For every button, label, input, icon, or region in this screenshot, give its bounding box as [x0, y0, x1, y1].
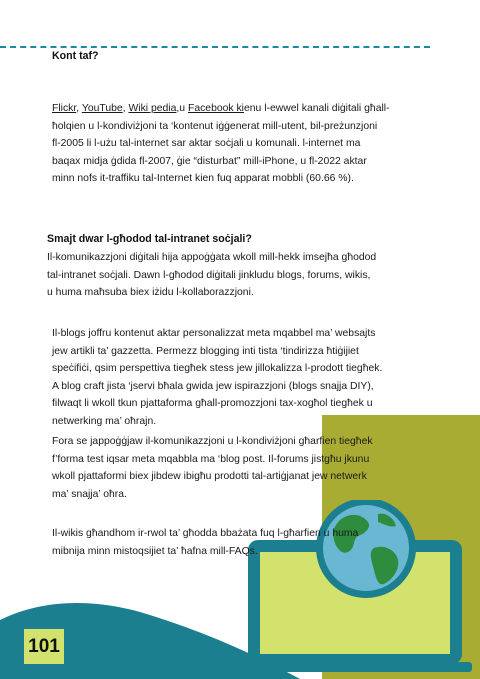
- forums-paragraph: [52, 433, 447, 503]
- blogs-line: filwaqt li wkoll tkun pjattaforma għall-promozzjoni tax-xogħol tiegħek u: [52, 398, 373, 409]
- intro-line: fl-2005 li l-użu tal-internet sar aktar soċjali u komunali. l-internet ma: [52, 138, 361, 149]
- forums-line: f’forma test iqsar meta mqabbla ma ‘blog post. Il-forums jistgħu jkunu: [52, 453, 370, 465]
- youtube-link[interactable]: YouTube: [81, 103, 123, 114]
- wikipedia-link[interactable]: Wiki pedia: [128, 103, 177, 114]
- blogs-paragraph: [52, 325, 440, 430]
- intro-paragraph: [52, 100, 447, 188]
- section-paragraph: [47, 249, 442, 302]
- sep: ,: [76, 103, 82, 114]
- intro-line: baqax midja ġdida fl-2007, ġie “disturbat” mill-iPhone, u fl-2022 aktar: [52, 155, 367, 167]
- blogs-line: netwerking ma’ oħrajn.: [52, 415, 157, 427]
- blogs-line: speċifiċi, qsim perspettiva tiegħek stess jew jillokalizza l-prodott tiegħek.: [52, 363, 383, 374]
- kont-taf-heading: Kont taf?: [52, 50, 99, 62]
- forums-line: ma’ snajja’ oħra.: [52, 488, 127, 500]
- intro-line: ħolqien u l-kondiviżjoni ta ‘kontenut iġġenerat mill-utent, bil-preżunzjoni: [52, 120, 378, 132]
- wikis-paragraph: [52, 525, 447, 560]
- intro-line-1: [52, 100, 447, 118]
- blogs-line: jew artikli ta’ gazzetta. Permezz blogging inti tista ‘tindirizza ħtiġijiet: [52, 345, 359, 357]
- intro-line-1-rest: enu l-ewwel kanali diġitali għall-: [244, 103, 390, 114]
- flickr-link[interactable]: Flickr: [52, 103, 77, 114]
- section-line: tal-intranet soċjali. Dawn l-għodod diġitali jinkludu blogs, forums, wikis,: [47, 269, 371, 281]
- dashed-divider: [0, 46, 430, 48]
- section-line: u huma maħsuba biex iżidu l-kollaborazzjoni.: [47, 287, 254, 298]
- wikis-line: mibnija minn mistoqsijiet ta’ ħafna mill-FAQs.: [52, 545, 258, 557]
- forums-line: Fora se jappoġġjaw il-komunikazzjoni u l-kondiviżjoni għarfien tiegħek: [52, 436, 373, 447]
- facebook-link[interactable]: Facebook ki: [187, 103, 244, 114]
- page-number: 101: [24, 629, 64, 664]
- wikis-line: Il-wikis għandhom ir-rwol ta’ għodda bbażata fuq l-għarfien u huma: [52, 528, 359, 539]
- blogs-line: A blog craft jista ‘jservi bħala gwida jew ispirazzjoni (blogs snajja DIY),: [52, 380, 374, 392]
- section-heading: Smajt dwar l-għodod tal-intranet soċjali?: [47, 233, 252, 245]
- intro-line: minn nofs it-traffiku tal-Internet kien fuq apparat mobbli (60.66 %).: [52, 173, 354, 184]
- sep: ,u: [176, 103, 188, 114]
- sep: ,: [122, 103, 129, 114]
- section-line: Il-komunikazzjoni diġitali hija appoġġata wkoll mill-hekk imsejħa għodod: [47, 252, 377, 263]
- blogs-line: Il-blogs joffru kontenut aktar personalizzat meta mqabbel ma’ websajts: [52, 328, 376, 339]
- forums-line: wkoll pjattaformi biex jibdew ibigħu prodotti tal-artiġjanat jew netwerk: [52, 471, 367, 482]
